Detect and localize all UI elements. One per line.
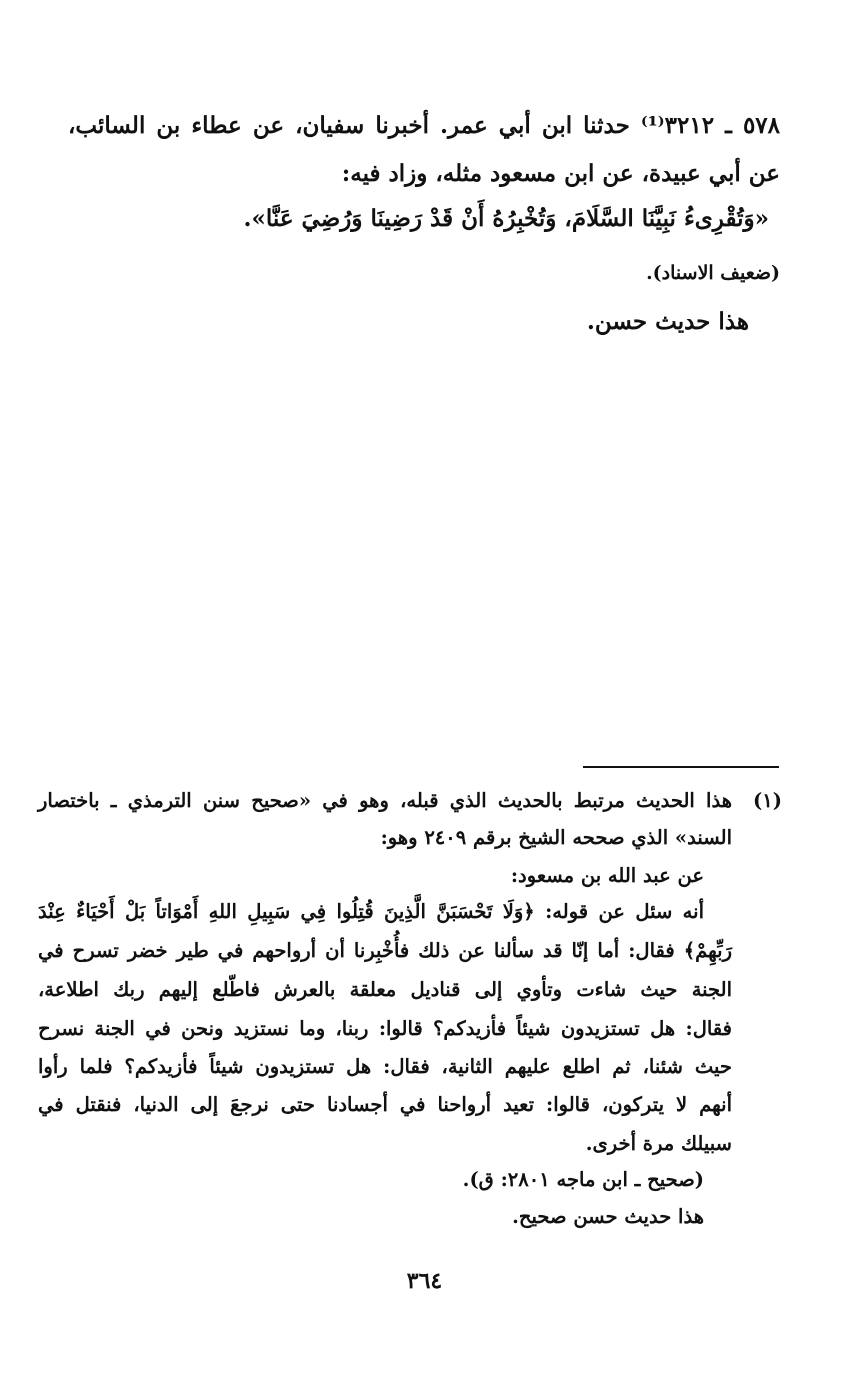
footnote-line-6: الجنة حيث شاءت وتأوي إلى قناديل معلقة بالعرش فاطّلع إليهم ربك اطلاعة، (38, 978, 732, 1001)
tirmidhi-verdict: هذا حديث حسن. (586, 308, 749, 335)
grading-note: (ضعيف الاسناد). (646, 262, 780, 284)
footnote-line-10: سبيلك مرة أخرى. (585, 1132, 732, 1155)
footnote-line-3: عن عبد الله بن مسعود: (510, 864, 704, 887)
footnote-line-9: أنهم لا يتركون، قالوا: تعيد أرواحنا في أجسادنا حتى نرجعَ إلى الدنيا، فنقتل في (38, 1093, 732, 1116)
footnote-line-8: حيث شئنا، ثم اطلع عليهم الثانية، فقال: هل تستزيدون شيئاً فأزيدكم؟ فلما رأوا (38, 1055, 732, 1078)
footnote-divider (583, 766, 779, 768)
page-number: ٣٦٤ (406, 1268, 443, 1294)
hadith-line-1: ٥٧٨ ـ ٣٢١٢⁽¹⁾ حدثنا ابن أبي عمر. أخبرنا سفيان، عن عطاء بن السائب، (68, 112, 780, 139)
footnote-grading: (صحيح ـ ابن ماجه ٢٨٠١: ق). (462, 1168, 704, 1191)
hadith-addition-quote: «وَتُقْرِىءُ نَبِيَّنَا السَّلَامَ، وَتُخْبِرُهُ أَنْ قَدْ رَضِينَا وَرُضِيَ عَنَّا». (243, 205, 769, 232)
footnote-line-2: السند» الذي صححه الشيخ برقم ٢٤٠٩ وهو: (380, 826, 732, 849)
footnote-marker: (١) (753, 789, 782, 812)
footnote-line-5: رَبِّهِمْ﴾ فقال: أما إنّا قد سألنا عن ذلك فأُخْبِرنا أن أرواحهم في طير خضر تسرح في (38, 939, 732, 962)
footnote-line-7: فقال: هل تستزيدون شيئاً فأزيدكم؟ قالوا: ربنا، وما نستزيد ونحن في الجنة نسرح (38, 1017, 732, 1040)
footnote-line-4: أنه سئل عن قوله: ﴿وَلَا تَحْسَبَنَّ الَّذِينَ قُتِلُوا فِي سَبِيلِ اللهِ أَمْوَاتاً بَلْ أَحْيَاءٌ عِنْدَ (38, 900, 704, 923)
footnote-verdict: هذا حديث حسن صحيح. (512, 1205, 704, 1228)
hadith-line-2: عن أبي عبيدة، عن ابن مسعود مثله، وزاد فيه: (341, 160, 780, 187)
footnote-line-1: هذا الحديث مرتبط بالحديث الذي قبله، وهو في «صحيح سنن الترمذي ـ باختصار (38, 789, 732, 812)
